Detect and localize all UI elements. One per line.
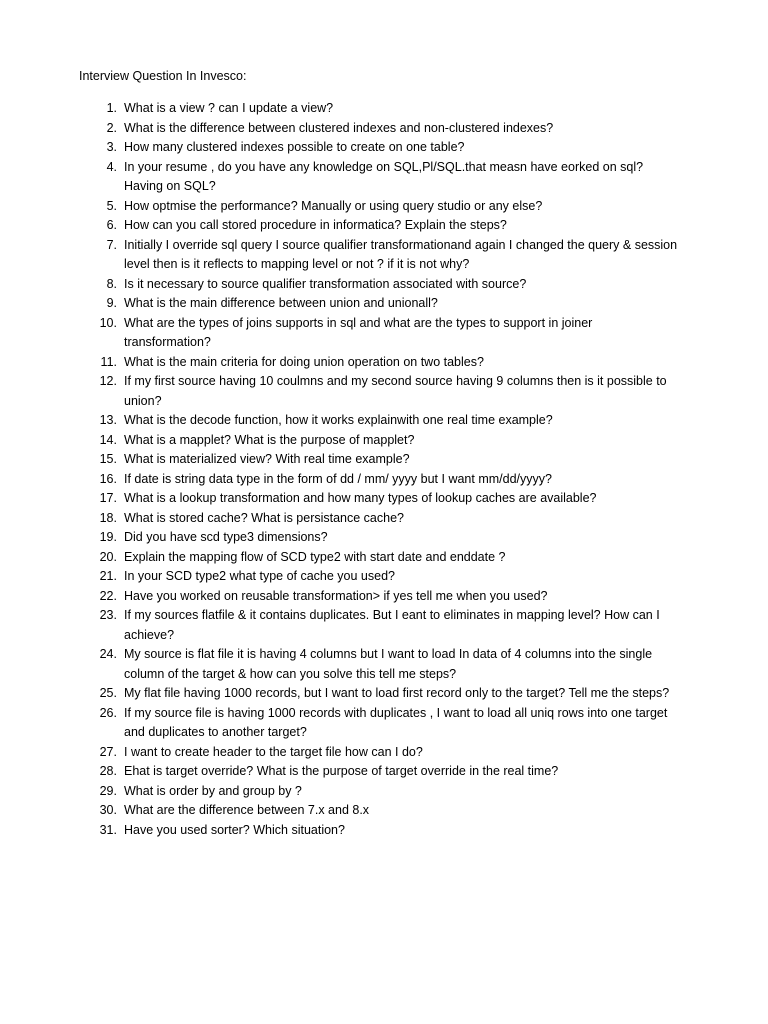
question-text: What are the types of joins supports in sql and what are the types to support in joiner transformation? <box>124 315 593 349</box>
question-text: In your SCD type2 what type of cache you used? <box>124 569 395 583</box>
question-number: 22. <box>99 588 117 603</box>
question-number: 15. <box>99 452 117 466</box>
question-text: What is stored cache? What is persistance cache? <box>124 510 404 525</box>
question-text: What is order by and group by ? <box>124 783 302 798</box>
question-number: 19. <box>99 530 117 544</box>
list-item <box>79 801 679 821</box>
list-item <box>79 216 679 236</box>
list-item <box>79 470 679 490</box>
question-number: 3. <box>106 140 117 154</box>
list-item <box>79 411 679 431</box>
list-item <box>79 431 679 451</box>
question-text: What is the difference between clustered indexes and non-clustered indexes? <box>124 120 554 135</box>
list-item <box>79 567 679 587</box>
question-number: 7. <box>106 237 117 252</box>
list-item <box>79 684 679 704</box>
question-text: Have you worked on reusable transformation> if yes tell me when you used? <box>124 588 548 603</box>
question-text: In your resume , do you have any knowledge on SQL,Pl/SQL.that measn have eorked on sql? Having on SQL? <box>124 159 644 193</box>
list-item <box>79 509 679 529</box>
question-number: 4. <box>106 159 117 174</box>
question-number: 10. <box>99 315 117 330</box>
question-number: 16. <box>99 471 117 486</box>
list-item <box>79 294 679 314</box>
question-text: What is a lookup transformation and how many types of lookup caches are available? <box>124 491 597 505</box>
list-item <box>79 450 679 470</box>
question-number: 29. <box>99 783 117 798</box>
question-number: 25. <box>99 686 117 700</box>
question-text: Have you used sorter? Which situation? <box>124 822 345 837</box>
question-number: 5. <box>106 198 117 213</box>
question-text: Explain the mapping flow of SCD type2 with start date and enddate ? <box>124 549 506 564</box>
question-number: 11. <box>100 354 117 369</box>
question-text: What is the main criteria for doing union operation on two tables? <box>124 354 484 369</box>
question-number: 30. <box>99 803 117 817</box>
question-text: How can you call stored procedure in informatica? Explain the steps? <box>124 218 507 232</box>
list-item <box>79 587 679 607</box>
question-text: What is materialized view? With real time example? <box>124 452 410 466</box>
question-text: What are the difference between 7.x and 8.x <box>124 803 370 817</box>
question-text: How many clustered indexes possible to create on one table? <box>124 140 465 154</box>
list-item <box>79 275 679 295</box>
list-item <box>79 372 679 411</box>
question-text: Did you have scd type3 dimensions? <box>124 530 328 544</box>
question-number: 18. <box>99 510 117 525</box>
question-text: If my source file is having 1000 records with duplicates , I want to load all uniq rows into one target and duplicates to another target? <box>124 705 668 739</box>
question-text: Initially I override sql query I source qualifier transformationand again I changed the query & session level then is it reflects to mapping level or not ? if it is not why? <box>124 237 678 271</box>
question-number: 14. <box>99 432 117 447</box>
question-text: What is a view ? can I update a view? <box>124 101 334 115</box>
question-text: What is a mapplet? What is the purpose of mapplet? <box>124 432 415 447</box>
list-item <box>79 743 679 763</box>
question-number: 1. <box>106 101 117 115</box>
list-item <box>79 353 679 373</box>
list-item <box>79 99 679 119</box>
list-item <box>79 158 679 197</box>
list-item <box>79 138 679 158</box>
list-item <box>79 489 679 509</box>
question-number: 17. <box>99 491 117 505</box>
question-number: 2. <box>106 120 117 135</box>
question-number: 8. <box>106 276 117 291</box>
question-number: 26. <box>99 705 117 720</box>
list-item <box>79 821 679 841</box>
list-item <box>79 197 679 217</box>
question-number: 28. <box>99 764 117 778</box>
list-item <box>79 119 679 139</box>
question-number: 20. <box>99 549 117 564</box>
question-text: Ehat is target override? What is the purpose of target override in the real time? <box>124 764 559 778</box>
question-number: 27. <box>99 744 117 759</box>
list-item <box>79 236 679 275</box>
list-item <box>79 606 679 645</box>
question-text: What is the main difference between union and unionall? <box>124 296 438 310</box>
question-number: 6. <box>106 218 117 232</box>
question-number: 31. <box>99 822 117 837</box>
question-text: If my first source having 10 coulmns and my second source having 9 columns then is it possible to union? <box>124 374 667 408</box>
question-number: 23. <box>99 608 117 622</box>
question-number: 12. <box>99 374 117 388</box>
question-text: Is it necessary to source qualifier transformation associated with source? <box>124 276 527 291</box>
question-text: My source is flat file it is having 4 columns but I want to load In data of 4 columns into the single column of the target & how can you solve this tell me steps? <box>124 647 653 681</box>
list-item <box>79 762 679 782</box>
question-text: If my sources flatfile & it contains duplicates. But I eant to eliminates in mapping level? How can I achieve? <box>124 608 660 642</box>
question-text: What is the decode function, how it works explainwith one real time example? <box>124 413 553 427</box>
question-number: 9. <box>106 296 117 310</box>
list-item <box>79 528 679 548</box>
question-text: How optmise the performance? Manually or using query studio or any else? <box>124 198 543 213</box>
question-number: 21. <box>99 569 117 583</box>
list-item <box>79 548 679 568</box>
question-number: 13. <box>99 413 117 427</box>
question-list <box>79 99 679 840</box>
list-item <box>79 704 679 743</box>
list-item <box>79 645 679 684</box>
question-text: I want to create header to the target file how can I do? <box>124 744 423 759</box>
document-title: Interview Question In Invesco: <box>79 69 247 83</box>
question-number: 24. <box>99 647 117 661</box>
list-item <box>79 314 679 353</box>
list-item <box>79 782 679 802</box>
question-text: If date is string data type in the form of dd / mm/ yyyy but I want mm/dd/yyyy? <box>124 471 552 486</box>
question-text: My flat file having 1000 records, but I want to load first record only to the target? Tell me the steps? <box>124 686 670 700</box>
